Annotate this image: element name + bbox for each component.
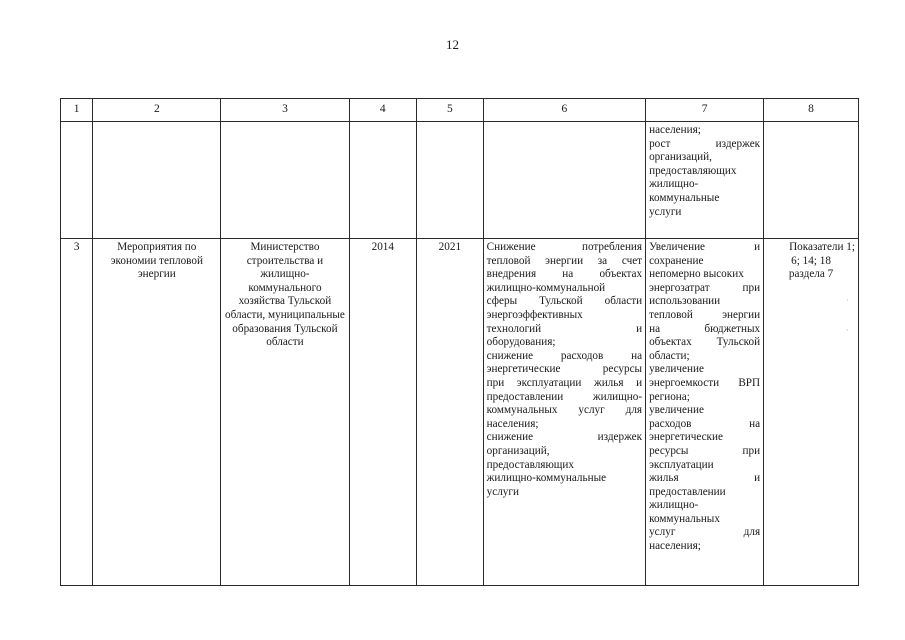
text-line: энергетические ресурсы — [486, 363, 643, 376]
text-line: энергоэффективных — [486, 308, 583, 321]
cont-cell-5 — [417, 122, 484, 239]
cont-cell-8 — [764, 122, 859, 239]
text-line: эксплуатации — [649, 458, 714, 471]
text-line: Снижение потребления — [486, 241, 643, 253]
text-line: при эксплуатации жилья и — [486, 376, 643, 389]
indicators — [764, 239, 859, 586]
text-line: жилищно- — [649, 499, 699, 512]
text-line: объектах Тульской — [649, 336, 761, 349]
text-line: коммунальные — [649, 191, 720, 204]
text-line: оборудования; — [486, 336, 556, 349]
expected-result — [483, 239, 645, 586]
cont-cell-6 — [483, 122, 645, 239]
text-line: технологий и — [486, 322, 643, 335]
cont-cell-1 — [61, 122, 93, 239]
header-cell-8: 8 — [764, 99, 859, 122]
text-line: организаций, — [649, 151, 712, 164]
consequences — [646, 239, 764, 586]
executor: Министерство строительства и жилищно-коммунального хозяйства Тульской области, муниципальные образования Тульской области — [221, 239, 349, 586]
header-cell-3: 3 — [221, 99, 349, 122]
header-cell-2: 2 — [93, 99, 221, 122]
text-line: увеличение — [649, 404, 704, 417]
text-line: увеличение — [649, 363, 704, 376]
text-line: области; — [649, 349, 690, 362]
text-line: непомерно высоких — [649, 268, 744, 281]
measure-name: Мероприятия по экономии тепловой энергии — [93, 239, 221, 586]
text-line: жилья и — [649, 472, 761, 485]
text-line: энергоемкости ВРП — [649, 376, 761, 389]
text-line: раздела 7 — [788, 268, 834, 281]
cont-cell-2 — [93, 122, 221, 239]
text-line: снижение издержек — [486, 431, 643, 444]
text-line: тепловой энергии за счет — [486, 254, 643, 267]
text-line: коммунальных — [649, 512, 720, 525]
text-line: на бюджетных — [649, 322, 761, 335]
text-line: предоставлении жилищно- — [486, 390, 643, 403]
text-line: тепловой энергии — [649, 308, 761, 321]
start-year: 2014 — [349, 239, 417, 586]
table-header-row — [61, 99, 859, 122]
text-line: Увеличение и — [649, 241, 761, 253]
text-line: расходов на — [649, 417, 761, 430]
text-line: региона; — [649, 390, 690, 403]
row-number: 3 — [61, 239, 93, 586]
text-line: энергетические — [649, 431, 723, 444]
header-cell-1: 1 — [61, 99, 93, 122]
text-line: внедрения на объектах — [486, 268, 643, 281]
text-line: предоставляющих — [649, 164, 737, 177]
text-line: снижение расходов на — [486, 349, 643, 362]
cont-cell-4 — [349, 122, 417, 239]
text-line: услуги — [486, 485, 519, 498]
text-line: организаций, — [486, 444, 550, 457]
page-number: 12 — [446, 37, 459, 52]
text-line: ресурсы при — [649, 444, 761, 457]
text-line: коммунальных услуг для — [486, 404, 643, 417]
header-cell-7: 7 — [646, 99, 764, 122]
header-cell-4: 4 — [349, 99, 417, 122]
text-line: жилищно-коммунальной — [486, 281, 606, 294]
text-line: населения; — [486, 417, 539, 430]
measures-table — [60, 98, 859, 586]
end-year: 2021 — [417, 239, 484, 586]
text-line: предоставляющих — [486, 458, 574, 471]
table-row-continuation — [61, 122, 859, 239]
text-line: предоставлении — [649, 485, 726, 498]
text-line: рост издержек — [649, 137, 761, 150]
cont-cell-consequences — [646, 122, 764, 239]
text-line: населения; — [649, 124, 701, 136]
text-line: энергозатрат при — [649, 281, 761, 294]
text-line: услуги — [649, 205, 682, 218]
text-line: сферы Тульской области — [486, 295, 643, 308]
text-line: населения; — [649, 540, 701, 553]
cont-cell-3 — [221, 122, 349, 239]
text-line: сохранение — [649, 254, 704, 267]
scan-artifact: · — [846, 296, 849, 305]
header-cell-5: 5 — [417, 99, 484, 122]
text-line: жилищно- — [649, 178, 699, 191]
text-line: жилищно-коммунальные — [486, 472, 607, 485]
table-row — [61, 239, 859, 586]
scan-artifact: · — [846, 326, 849, 335]
text-line: использовании — [649, 295, 721, 308]
text-line: 6; 14; 18 — [791, 254, 831, 267]
header-cell-6: 6 — [483, 99, 645, 122]
text-line: Показатели 1; — [789, 241, 855, 253]
text-line: услуг для — [649, 526, 761, 539]
